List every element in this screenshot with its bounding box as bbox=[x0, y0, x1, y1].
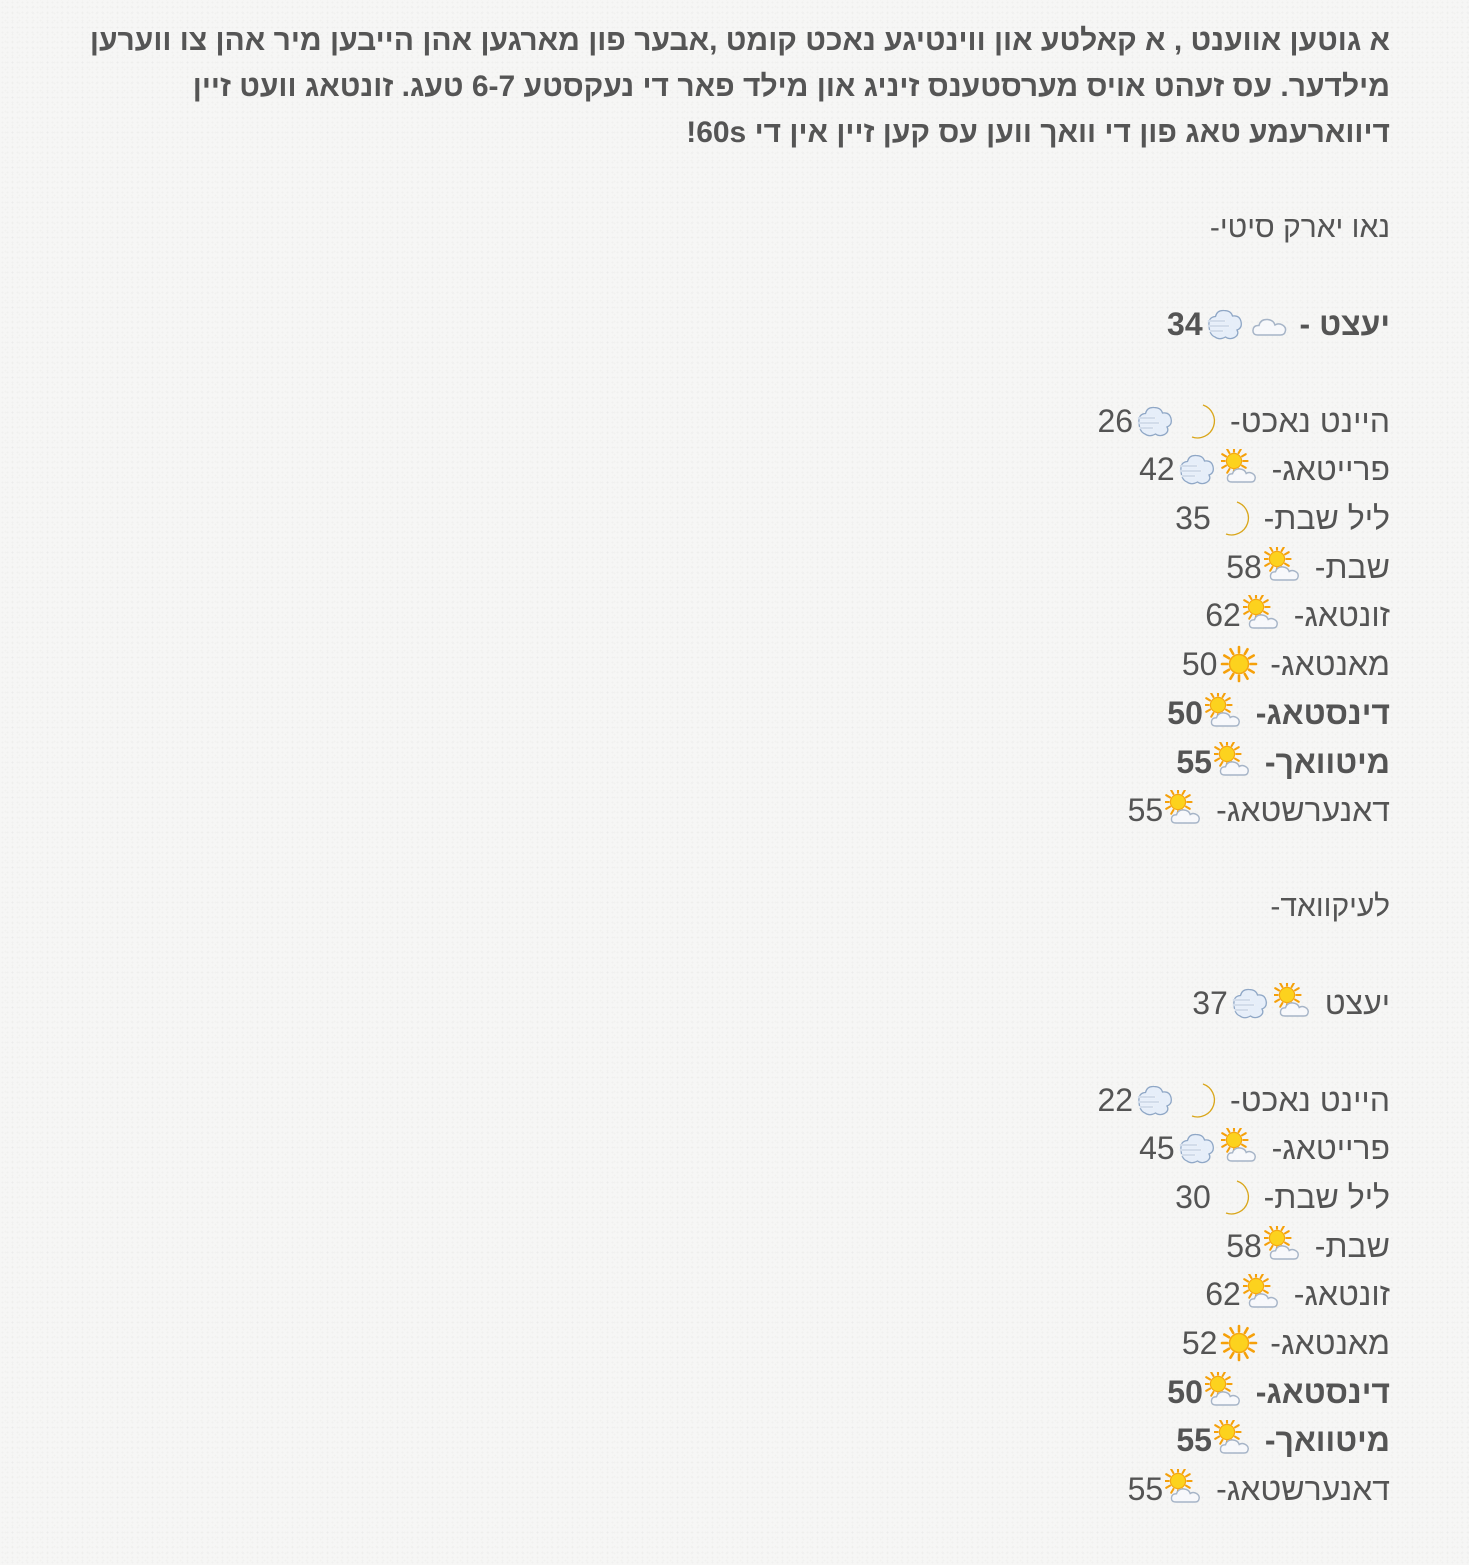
temperature-value: 62 bbox=[1205, 1276, 1241, 1313]
forecast-row bbox=[60, 445, 1390, 494]
temperature-value: 30 bbox=[1175, 1178, 1211, 1215]
wind-icon bbox=[1177, 1128, 1217, 1168]
temperature-value: 55 bbox=[1176, 1422, 1212, 1459]
temperature-value: 35 bbox=[1175, 500, 1211, 537]
cloud-icon bbox=[1249, 304, 1289, 344]
forecast-row bbox=[60, 1368, 1390, 1417]
moon-icon bbox=[1213, 498, 1253, 538]
sun-behind-cloud-icon bbox=[1165, 790, 1205, 830]
forecast-section bbox=[60, 156, 1390, 835]
day-label: דינסטאג- bbox=[1255, 1373, 1390, 1410]
moon-icon bbox=[1179, 1080, 1219, 1120]
temperature-value: 42 bbox=[1139, 451, 1175, 488]
temperature-value: 37 bbox=[1192, 984, 1228, 1021]
sun-behind-cloud-icon bbox=[1165, 1469, 1205, 1509]
sun-behind-cloud-icon bbox=[1205, 1372, 1245, 1412]
sun-icon bbox=[1219, 1323, 1259, 1363]
sun-behind-cloud-icon bbox=[1214, 742, 1254, 782]
sun-behind-cloud-icon bbox=[1221, 1128, 1261, 1168]
wind-icon bbox=[1205, 304, 1245, 344]
city-heading: נאו יארק סיטי- bbox=[1209, 211, 1390, 244]
forecast-section bbox=[60, 835, 1390, 1514]
temperature-value: 34 bbox=[1167, 306, 1203, 342]
sun-behind-cloud-icon bbox=[1264, 1226, 1304, 1266]
moon-icon bbox=[1213, 1177, 1253, 1217]
sun-behind-cloud-icon bbox=[1264, 547, 1304, 587]
note-body bbox=[60, 18, 1390, 1514]
wind-icon bbox=[1230, 983, 1270, 1023]
temperature-value: 55 bbox=[1176, 743, 1212, 780]
forecast-row bbox=[60, 689, 1390, 738]
intro-paragraph: א גוטען אווענט , א קאלטע און ווינטיגע נאכט קומט ,אבער פון מארגען אהן הייבען מיר אהן צו ווערען מילדער. עס זעהט אויס מערסטענס זיניג און מילד פאר די נעקסטע 6-7 טעג. זונטאג וועט זיין דיווארעמע טאג פון די וואך ווען עס קען זיין אין די 60s! bbox=[89, 24, 1390, 149]
day-label: יעצט - bbox=[1299, 306, 1390, 342]
city-heading: לעיקוואד- bbox=[1270, 889, 1390, 923]
forecast-row bbox=[60, 786, 1390, 835]
day-label: שבת- bbox=[1314, 1227, 1390, 1264]
sun-icon bbox=[1219, 644, 1259, 684]
sun-behind-cloud-icon bbox=[1205, 693, 1245, 733]
day-label: מיטוואך- bbox=[1264, 743, 1390, 780]
temperature-value: 22 bbox=[1097, 1081, 1134, 1118]
wind-icon bbox=[1135, 401, 1175, 441]
forecast-sections bbox=[60, 156, 1390, 1514]
wind-icon bbox=[1177, 449, 1217, 489]
day-label: מאנטאג- bbox=[1270, 1325, 1390, 1361]
forecast-row bbox=[60, 543, 1390, 592]
temperature-value: 45 bbox=[1139, 1130, 1175, 1167]
temperature-value: 55 bbox=[1127, 792, 1164, 829]
sun-behind-cloud-icon bbox=[1274, 983, 1314, 1023]
forecast-row bbox=[60, 591, 1390, 640]
day-label: מאנטאג- bbox=[1270, 646, 1390, 683]
sun-behind-cloud-icon bbox=[1221, 449, 1261, 489]
temperature-value: 58 bbox=[1226, 548, 1262, 585]
forecast-row bbox=[60, 397, 1390, 446]
day-label: מיטוואך- bbox=[1264, 1422, 1390, 1459]
sun-behind-cloud-icon bbox=[1214, 1420, 1254, 1460]
temperature-value: 52 bbox=[1181, 1325, 1218, 1361]
temperature-value: 55 bbox=[1127, 1471, 1164, 1508]
forecast-row bbox=[60, 1416, 1390, 1465]
temperature-value: 58 bbox=[1226, 1227, 1262, 1264]
day-label: פרייטאג- bbox=[1271, 1130, 1390, 1167]
current-conditions-row bbox=[60, 300, 1390, 349]
day-label: ליל שבת- bbox=[1263, 500, 1390, 537]
day-label: פרייטאג- bbox=[1271, 451, 1390, 488]
moon-icon bbox=[1179, 401, 1219, 441]
day-label: יעצט bbox=[1324, 984, 1390, 1021]
day-label: היינט נאכט- bbox=[1229, 1081, 1390, 1118]
current-conditions-row bbox=[60, 979, 1390, 1028]
day-label: זונטאג- bbox=[1293, 1276, 1390, 1313]
forecast-row bbox=[60, 1465, 1390, 1514]
day-label: זונטאג- bbox=[1293, 597, 1390, 634]
sun-behind-cloud-icon bbox=[1243, 1274, 1283, 1314]
temperature-value: 62 bbox=[1205, 597, 1241, 634]
day-label: שבת- bbox=[1314, 548, 1390, 585]
forecast-row bbox=[60, 640, 1390, 689]
wind-icon bbox=[1135, 1080, 1175, 1120]
day-label: היינט נאכט- bbox=[1229, 402, 1390, 439]
temperature-value: 26 bbox=[1097, 402, 1134, 439]
day-label: דאנערשטאג- bbox=[1216, 1471, 1390, 1508]
day-label: ליל שבת- bbox=[1263, 1178, 1390, 1215]
forecast-row bbox=[60, 1173, 1390, 1222]
day-label: דאנערשטאג- bbox=[1216, 792, 1390, 829]
temperature-value: 50 bbox=[1167, 694, 1203, 731]
temperature-value: 50 bbox=[1167, 1373, 1203, 1410]
temperature-value: 50 bbox=[1181, 646, 1218, 683]
forecast-row bbox=[60, 494, 1390, 543]
forecast-row bbox=[60, 1076, 1390, 1125]
sun-behind-cloud-icon bbox=[1243, 595, 1283, 635]
forecast-row bbox=[60, 738, 1390, 787]
forecast-row bbox=[60, 1319, 1390, 1368]
forecast-row bbox=[60, 1124, 1390, 1173]
day-label: דינסטאג- bbox=[1255, 694, 1390, 731]
forecast-row bbox=[60, 1270, 1390, 1319]
forecast-row bbox=[60, 1222, 1390, 1271]
